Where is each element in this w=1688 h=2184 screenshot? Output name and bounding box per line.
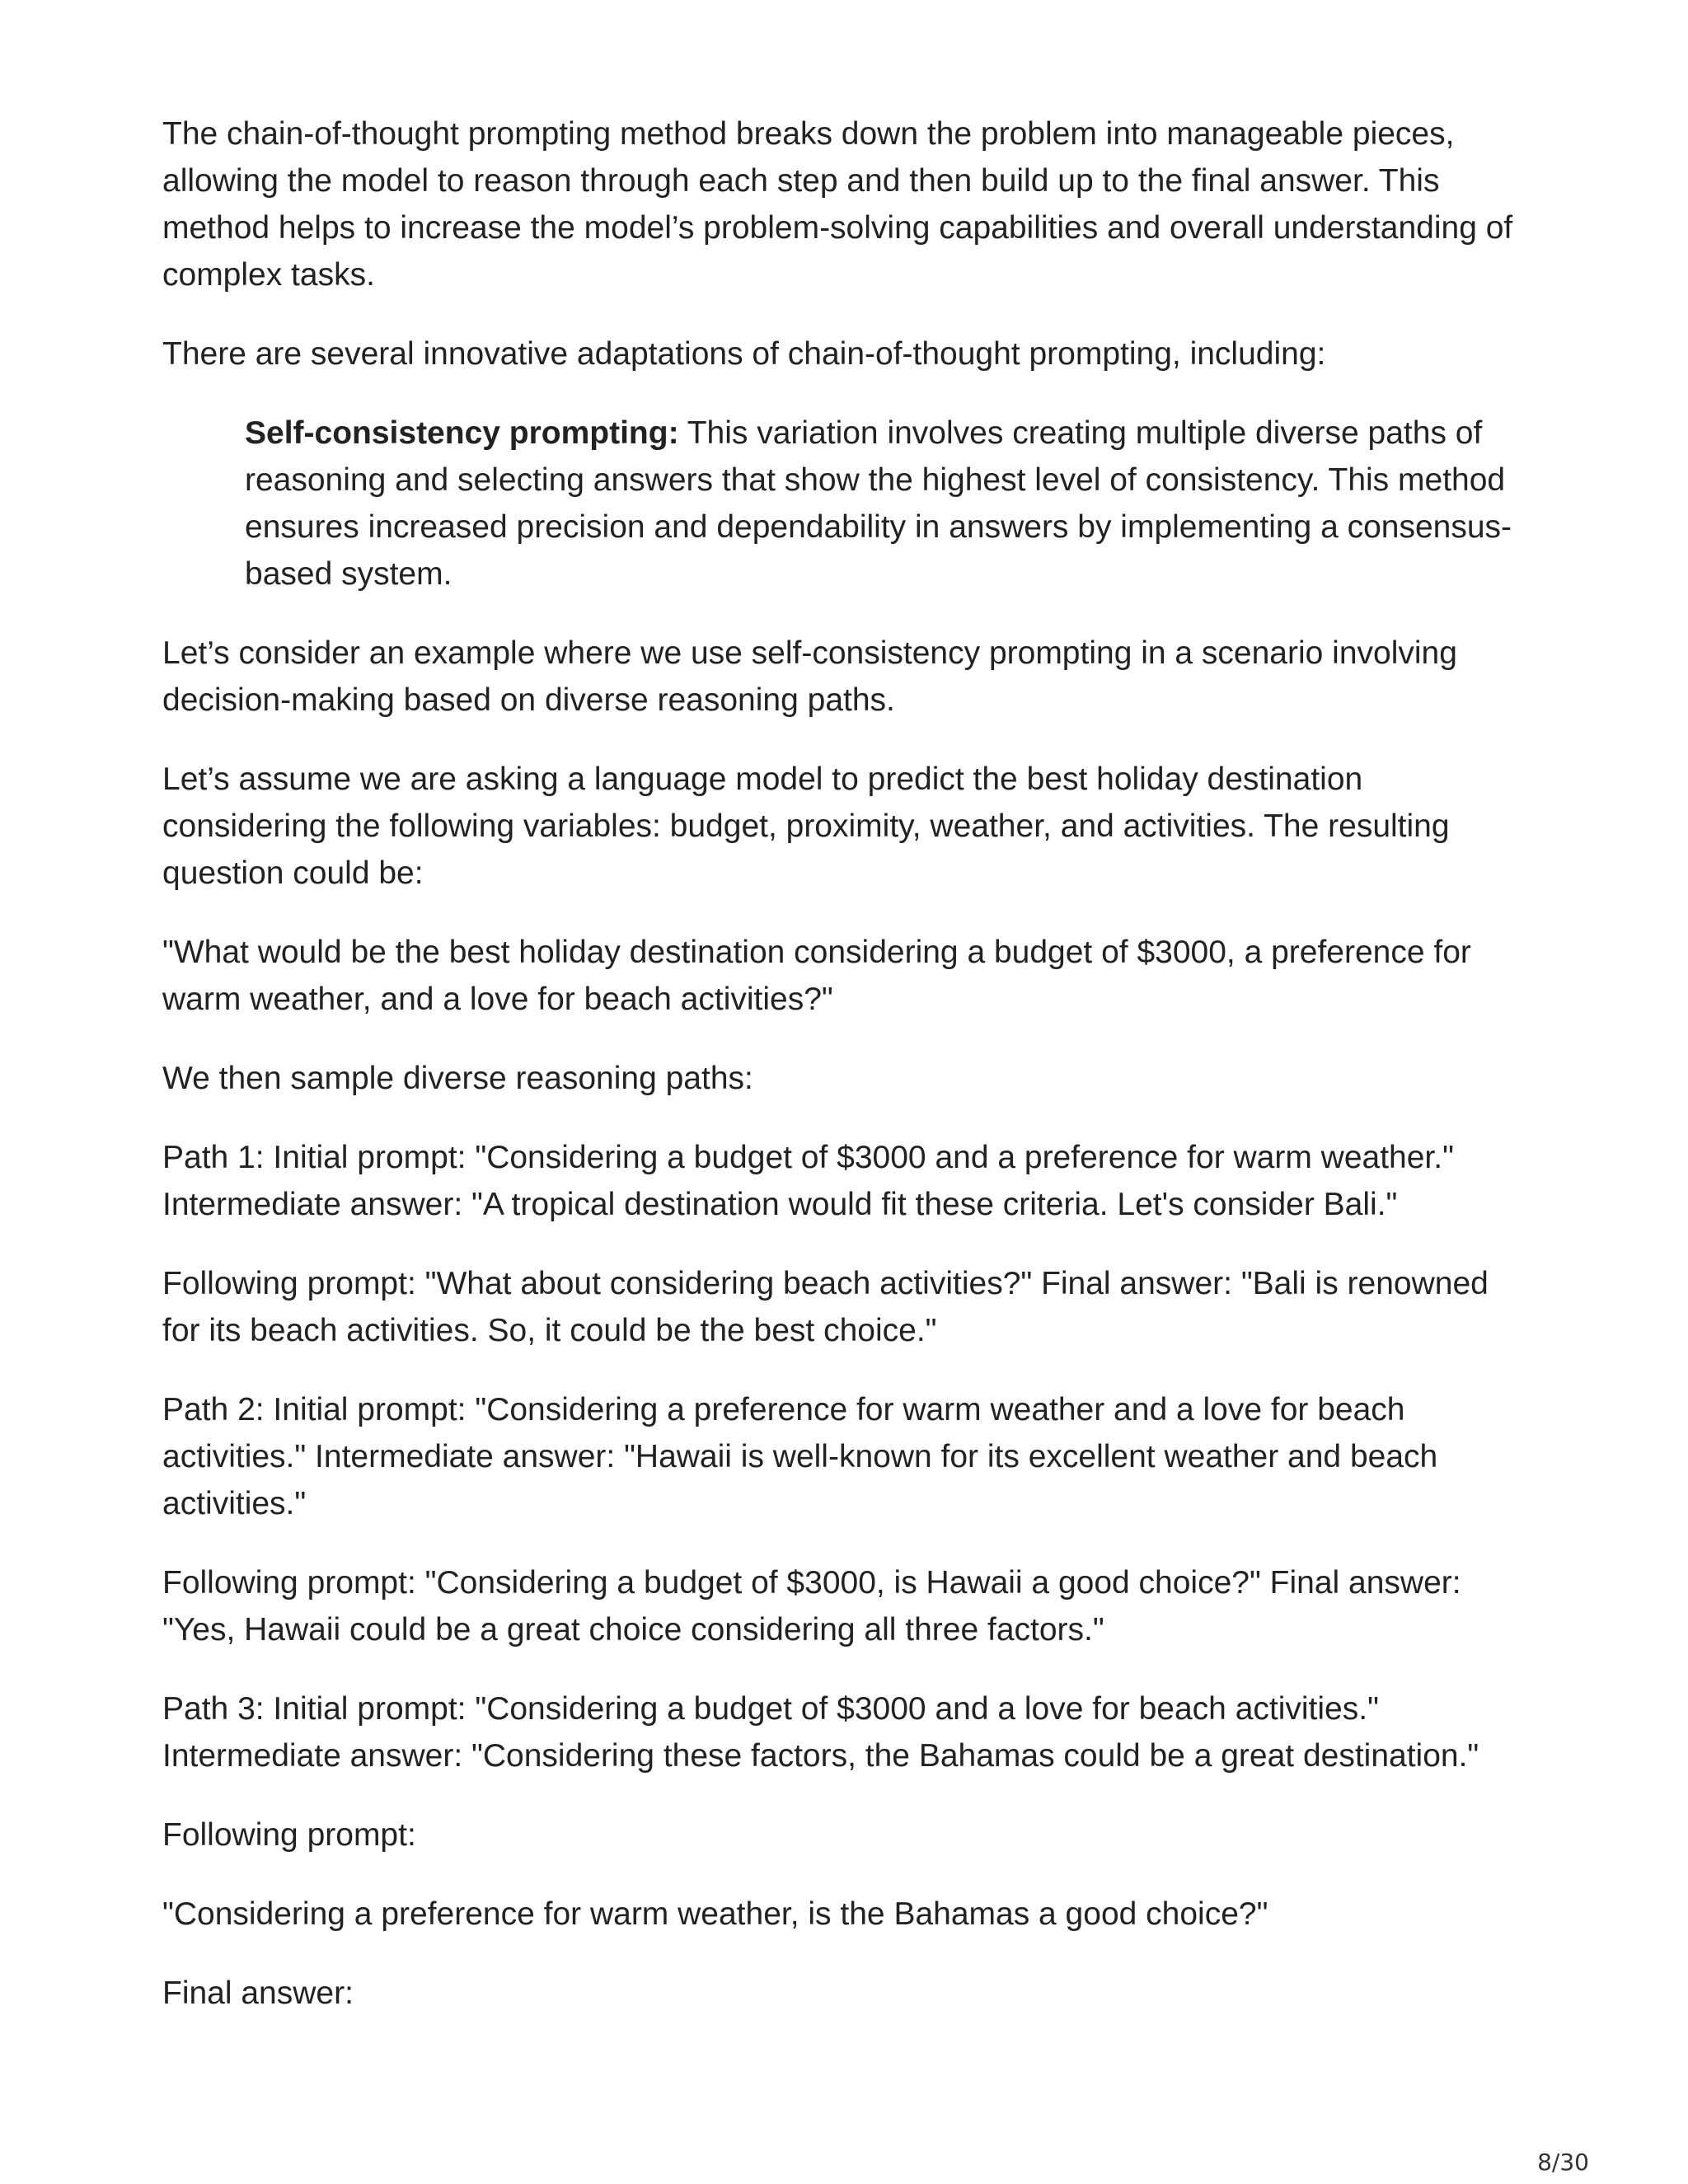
paragraph-assumption: Let’s assume we are asking a language model to predict the best holiday destination considering the following variables: budget, proximity, weather, and activities. The resulting question could be:: [162, 762, 1450, 891]
paragraph-path-2-followup: Following prompt: "Considering a budget of $3000, is Hawaii a good choice?" Final answer: "Yes, Hawaii could be a great choice considering all three factors.": [162, 1565, 1461, 1647]
paragraph-adaptations-intro: There are several innovative adaptations of chain-of-thought prompting, including:: [162, 336, 1326, 372]
definition-self-consistency: This variation involves creating multiple diverse paths of reasoning and selecting answers that show the highest level of consistency. This method ensures increased precision and dependability in answers by implementing a consensus-based system.: [245, 415, 1512, 592]
paragraph-following-prompt: Following prompt:: [162, 1817, 416, 1853]
paragraph-bahamas-question: "Considering a preference for warm weather, is the Bahamas a good choice?": [162, 1896, 1268, 1932]
paragraph-sample-paths: We then sample diverse reasoning paths:: [162, 1061, 753, 1096]
paragraph-path-3: Path 3: Initial prompt: "Considering a budget of $3000 and a love for beach activities." Intermediate answer: "Considering these factors, the Bahamas could be a great destination.": [162, 1691, 1479, 1774]
paragraph-path-2: Path 2: Initial prompt: "Considering a preference for warm weather and a love for beach activities." Intermediate answer: "Hawaii is well-known for its excellent weather and beach activities.": [162, 1392, 1438, 1521]
paragraph-self-consistency: [245, 410, 1531, 598]
paragraph-cot-intro: The chain-of-thought prompting method breaks down the problem into manageable pieces, allowing the model to reason through each step and then build up to the final answer. This method helps to increase the model’s problem-solving capabilities and overall understanding of complex tasks.: [162, 116, 1513, 293]
paragraph-path-1: Path 1: Initial prompt: "Considering a budget of $3000 and a preference for warm weather." Intermediate answer: "A tropical destination would fit these criteria. Let's consider Bali.": [162, 1140, 1454, 1222]
document-body: [162, 110, 1531, 2049]
paragraph-example-intro: Let’s consider an example where we use self-consistency prompting in a scenario involving decision-making based on diverse reasoning paths.: [162, 635, 1457, 718]
page-number: 8/30: [1537, 2149, 1589, 2176]
paragraph-final-answer: Final answer:: [162, 1975, 354, 2011]
term-self-consistency: Self-consistency prompting:: [245, 415, 679, 451]
paragraph-path-1-followup: Following prompt: "What about considering beach activities?" Final answer: "Bali is renowned for its beach activities. So, it could be the best choice.": [162, 1266, 1489, 1348]
paragraph-question: "What would be the best holiday destination considering a budget of $3000, a preference for warm weather, and a love for beach activities?": [162, 935, 1471, 1017]
